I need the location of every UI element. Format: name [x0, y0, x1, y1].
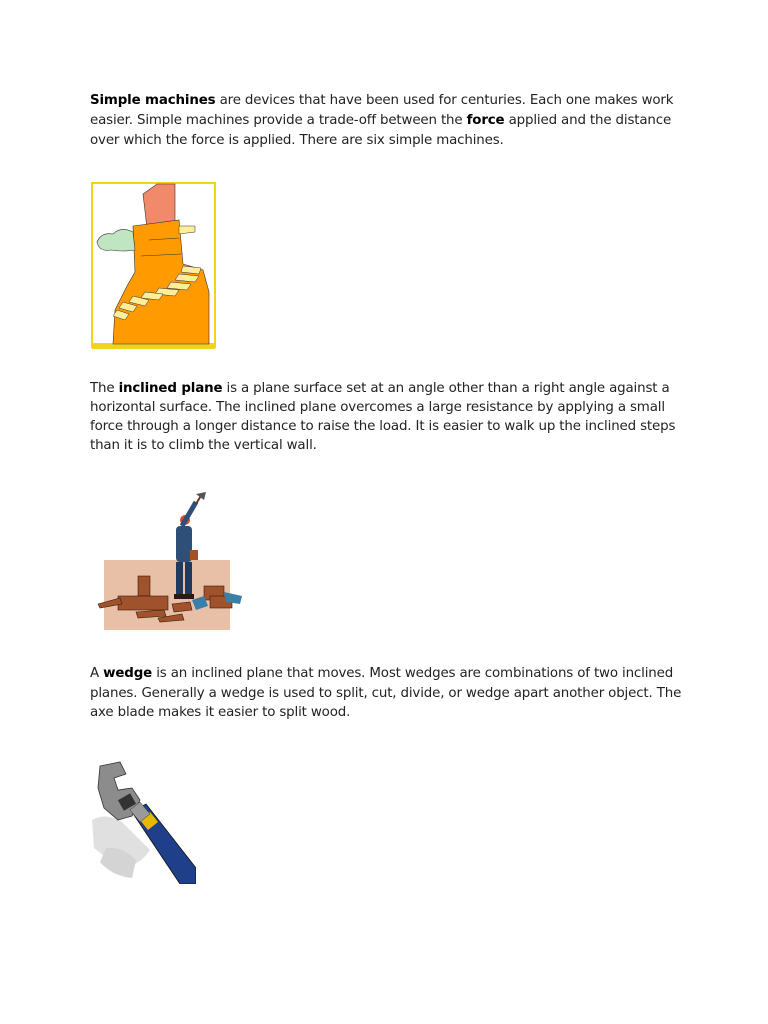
adjustable-wrench-illustration [92, 760, 196, 884]
intro-text-2: applied and the distance over which the force is applied. There are six simple machines. [90, 113, 672, 148]
term-wedge: wedge [103, 666, 153, 681]
term-simple-machines: Simple machines [90, 93, 216, 108]
woodcutter-axe-illustration [92, 492, 248, 634]
intro-text-1: are devices that have been used for centuries. Each one makes work easier. Simple machines provide a trade-off between the [90, 93, 674, 128]
wedge-paragraph [90, 664, 690, 723]
wedge-text-2: is an inclined plane that moves. Most wedges are combinations of two inclined planes. Generally a wedge is used to split, cut, divide, or wedge apart another object. The axe blade makes it easier to split wood. [90, 666, 682, 720]
intro-paragraph [90, 91, 690, 151]
term-inclined-plane: inclined plane [118, 381, 223, 396]
inclined-text-2: is a plane surface set at an angle other than a right angle against a horizontal surface. The inclined plane overcomes a large resistance by applying a small force through a longer distance to raise the load. It is easier to walk up the inclined steps than it is to climb the vertical wall. [90, 381, 676, 453]
spiral-staircase-illustration [91, 182, 216, 350]
inclined-text-1: The [90, 381, 119, 396]
wedge-text-1: A [90, 666, 104, 681]
term-force: force [466, 113, 505, 128]
inclined-plane-paragraph [90, 379, 690, 455]
